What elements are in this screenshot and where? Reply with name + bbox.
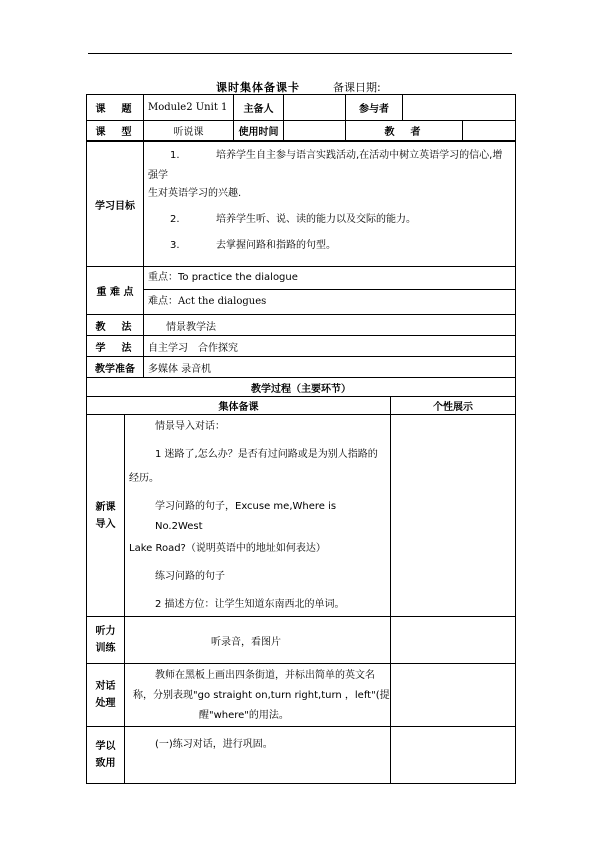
listening-label: 听力 训练 — [87, 617, 125, 664]
key-point: 重点：To practice the dialogue — [144, 267, 515, 290]
objective-1: 1. 培养学生自主参与语言实践活动,在活动中树立英语学习的信心,增强学 — [148, 150, 503, 181]
type-value: 听说课 — [144, 121, 234, 141]
intro-label: 新课 导入 — [87, 415, 125, 617]
row-learning-method — [87, 336, 516, 357]
row-objectives — [87, 142, 516, 267]
participants-value — [403, 95, 516, 121]
objectives-content — [144, 142, 516, 267]
intro-line-5: Lake Road?（说明英语中的地址如何表达） — [129, 543, 326, 554]
difficult-point: 难点：Act the dialogues — [148, 296, 267, 307]
objectives-label: 学习目标 — [87, 142, 144, 267]
key-points-label: 重 难 点 — [87, 267, 144, 315]
row-teaching-method — [87, 315, 516, 336]
intro-line-4: 学习问路的句子，Excuse me,Where is No.2West — [155, 501, 337, 532]
dialogue-line-3: 醒"where"的用法。 — [199, 710, 289, 721]
consolidation-personal — [391, 727, 516, 784]
dialogue-personal — [391, 664, 516, 727]
topic-value: Module2 Unit 1 — [144, 95, 234, 121]
intro-content — [125, 415, 391, 617]
learning-method-label: 学 法 — [87, 336, 144, 357]
row-consolidation — [87, 727, 516, 784]
objective-2: 2. 培养学生听、说、读的能力以及交际的能力。 — [170, 214, 416, 225]
objective-3: 3. 去掌握问路和指路的句型。 — [170, 240, 336, 251]
row-listening — [87, 617, 516, 664]
teacher-label: 教 者 — [346, 121, 463, 141]
consolidation-content: (一)练习对话，进行巩固。 — [125, 727, 391, 784]
learning-method-value: 自主学习 合作探究 — [144, 336, 516, 357]
process-header: 教学过程（主要环节） — [87, 378, 516, 397]
teacher-value — [463, 121, 516, 141]
teaching-method-label: 教 法 — [87, 315, 144, 336]
usage-time-value — [284, 121, 346, 141]
preparation-value: 多媒体 录音机 — [144, 357, 516, 378]
dialogue-label: 对话 处理 — [87, 664, 125, 727]
intro-line-2: 1 迷路了,怎么办？是否有过问路或是为别人指路的 — [155, 449, 378, 460]
listening-personal — [391, 617, 516, 664]
row-intro — [87, 415, 516, 617]
prep-date-label: 备课日期: — [333, 81, 381, 94]
usage-time-label: 使用时间 — [234, 121, 284, 141]
row-type — [87, 121, 516, 141]
col-personal-display: 个性展示 — [391, 397, 516, 415]
topic-label: 课 题 — [87, 95, 144, 121]
preparer-value — [284, 95, 346, 121]
listening-content: 听录音，看图片 — [125, 617, 391, 664]
intro-line-6: 练习问路的句子 — [155, 571, 225, 582]
teaching-method-value: 情景教学法 — [144, 315, 516, 336]
intro-line-7: 2 描述方位：让学生知道东南西北的单词。 — [155, 599, 345, 610]
header-rule — [88, 53, 512, 54]
dialogue-line-1: 教师在黑板上画出四条街道，并标出简单的英文名 — [155, 670, 375, 681]
col-collective-prep: 集体备课 — [87, 397, 391, 415]
row-dialogue — [87, 664, 516, 727]
preparer-label: 主备人 — [234, 95, 284, 121]
row-key-points — [87, 267, 516, 315]
dialogue-line-2: 称，分别表现"go straight on,turn right,turn ，left"(提 — [133, 690, 390, 701]
lesson-info-table — [86, 94, 516, 141]
preparation-label: 教学准备 — [87, 357, 144, 378]
process-header-row — [87, 378, 516, 397]
participants-label: 参与者 — [346, 95, 403, 121]
card-title: 课时集体备课卡 — [216, 81, 300, 94]
row-topic — [87, 95, 516, 121]
intro-line-3: 经历。 — [129, 473, 159, 484]
process-columns-row — [87, 397, 516, 415]
dialogue-content — [125, 664, 391, 727]
teaching-process-table — [86, 377, 516, 784]
intro-personal — [391, 415, 516, 617]
lesson-plan-table — [86, 141, 516, 378]
type-label: 课 型 — [87, 121, 144, 141]
objective-1-cont: 生对英语学习的兴趣. — [148, 188, 242, 199]
intro-line-1: 情景导入对话： — [155, 421, 225, 432]
row-preparation — [87, 357, 516, 378]
consolidation-label: 学以 致用 — [87, 727, 125, 784]
